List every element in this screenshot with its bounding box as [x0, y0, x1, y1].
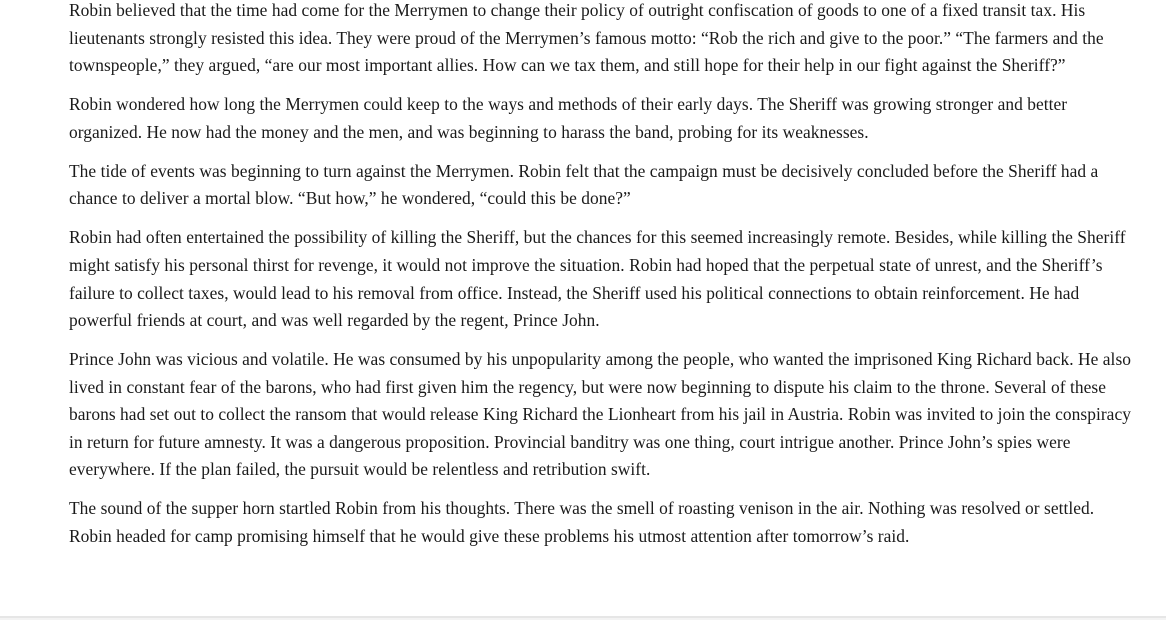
- paragraph-killing-the-sheriff: Robin had often entertained the possibility of killing the Sheriff, but the chances for this seemed increasingly remote. Besides, while killing the Sheriff might satisfy his personal thirst for revenge, it would not improve the situation. Robin had hoped that the perpetual state of unrest, and the Sheriff’s failure to collect taxes, would lead to his removal from office. Instead, the Sheriff used his political connections to obtain reinforcement. He had powerful friends at court, and was well regarded by the regent, Prince John.: [69, 227, 1126, 331]
- paragraph-transit-tax: Robin believed that the time had come for the Merrymen to change their policy of outright confiscation of goods to one of a fixed transit tax. His lieutenants strongly resisted this idea. They were proud of the Merrymen’s famous motto: “Rob the rich and give to the poor.” “The farmers and the townspeople,” they argued, “are our most important allies. How can we tax them, and still hope for their help in our fight against the Sheriff?”: [69, 0, 1104, 76]
- article-body: [69, 0, 1133, 562]
- paragraph-sheriff-growing-stronger: Robin wondered how long the Merrymen could keep to the ways and methods of their early days. The Sheriff was growing stronger and better organized. He now had the money and the men, and was beginning to harass the band, probing for its weaknesses.: [69, 94, 1068, 142]
- paragraph-prince-john: Prince John was vicious and volatile. He was consumed by his unpopularity among the people, who wanted the imprisoned King Richard back. He also lived in constant fear of the barons, who had first given him the regency, but were now beginning to dispute his claim to the throne. Several of these barons had set out to collect the ransom that would release King Richard the Lionheart from his jail in Austria. Robin was invited to join the conspiracy in return for future amnesty. It was a dangerous proposition. Provincial banditry was one thing, court intrigue another. Prince John’s spies were everywhere. If the plan failed, the pursuit would be relentless and retribution swift.: [69, 349, 1132, 480]
- paragraph-tide-of-events: The tide of events was beginning to turn against the Merrymen. Robin felt that the campaign must be decisively concluded before the Sheriff had a chance to deliver a mortal blow. “But how,” he wondered, “could this be done?”: [69, 160, 1099, 209]
- paragraph-supper-horn: The sound of the supper horn startled Robin from his thoughts. There was the smell of roasting venison in the air. Nothing was resolved or settled. Robin headed for camp promising himself that he would give these problems his utmost attention after tomorrow’s raid.: [69, 498, 1095, 547]
